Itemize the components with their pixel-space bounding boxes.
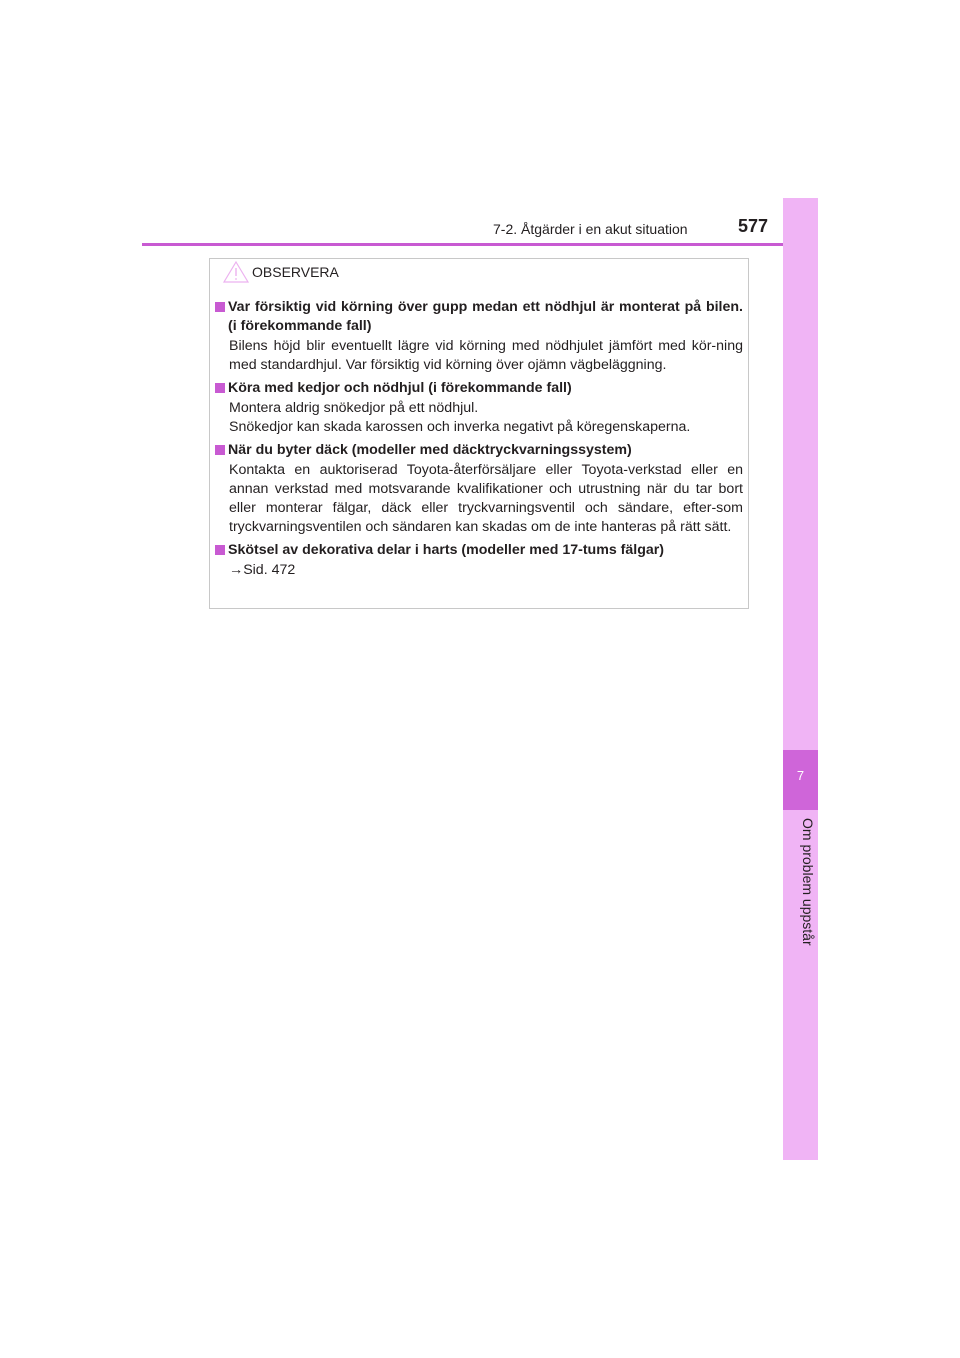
caution-item-chains-spare-wheel <box>215 379 743 437</box>
caution-content <box>215 298 743 584</box>
item-heading: Skötsel av dekorativa delar i harts (modeller med 17-tums fälgar) <box>228 542 665 558</box>
item-paragraph: Kontakta en auktoriserad Toyota-återförsäljare eller Toyota-verkstad eller en annan verkstad med motsvarande kvalifikationer och utrustning när du tar bort eller monterar fälgar, däck eller tryckvarningsventil och sändare, efter-som tryckvarningsventilen och sändaren kan skadas om de inte hanteras på rätt sätt. <box>229 462 743 535</box>
item-heading: När du byter däck (modeller med däcktryckvarningssystem) <box>228 442 632 458</box>
side-tab <box>783 198 818 1160</box>
chapter-title: Om problem uppstår <box>800 818 816 946</box>
item-heading: Var försiktig vid körning över gupp medan ett nödhjul är monterat på bilen. (i förekommande fall) <box>228 299 743 334</box>
section-title: 7-2. Åtgärder i en akut situation <box>493 221 688 237</box>
caution-item-spare-wheel-bumps <box>215 298 743 375</box>
item-paragraph: Snökedjor kan skada karossen och inverka negativt på köregenskaperna. <box>229 419 691 435</box>
warning-triangle-icon <box>222 260 250 284</box>
item-paragraph: Montera aldrig snökedjor på ett nödhjul. <box>229 400 479 416</box>
caution-label: OBSERVERA <box>252 264 339 280</box>
bullet-square-icon <box>215 383 225 393</box>
item-paragraph: Bilens höjd blir eventuellt lägre vid körning med nödhjulet jämfört med kör-ning med standardhjul. Var försiktig vid körning över ojämn vägbeläggning. <box>229 338 743 373</box>
page-number: 577 <box>738 216 769 236</box>
page-reference-link[interactable]: →Sid. 472 <box>229 562 296 578</box>
bullet-square-icon <box>215 445 225 455</box>
header-rule <box>142 243 818 246</box>
caution-header <box>222 258 339 286</box>
caution-item-resin-parts <box>215 541 743 580</box>
bullet-square-icon <box>215 302 225 312</box>
chapter-number: 7 <box>796 768 805 783</box>
bullet-square-icon <box>215 545 225 555</box>
item-heading: Köra med kedjor och nödhjul (i förekommande fall) <box>228 380 572 396</box>
caution-item-tire-change <box>215 441 743 537</box>
